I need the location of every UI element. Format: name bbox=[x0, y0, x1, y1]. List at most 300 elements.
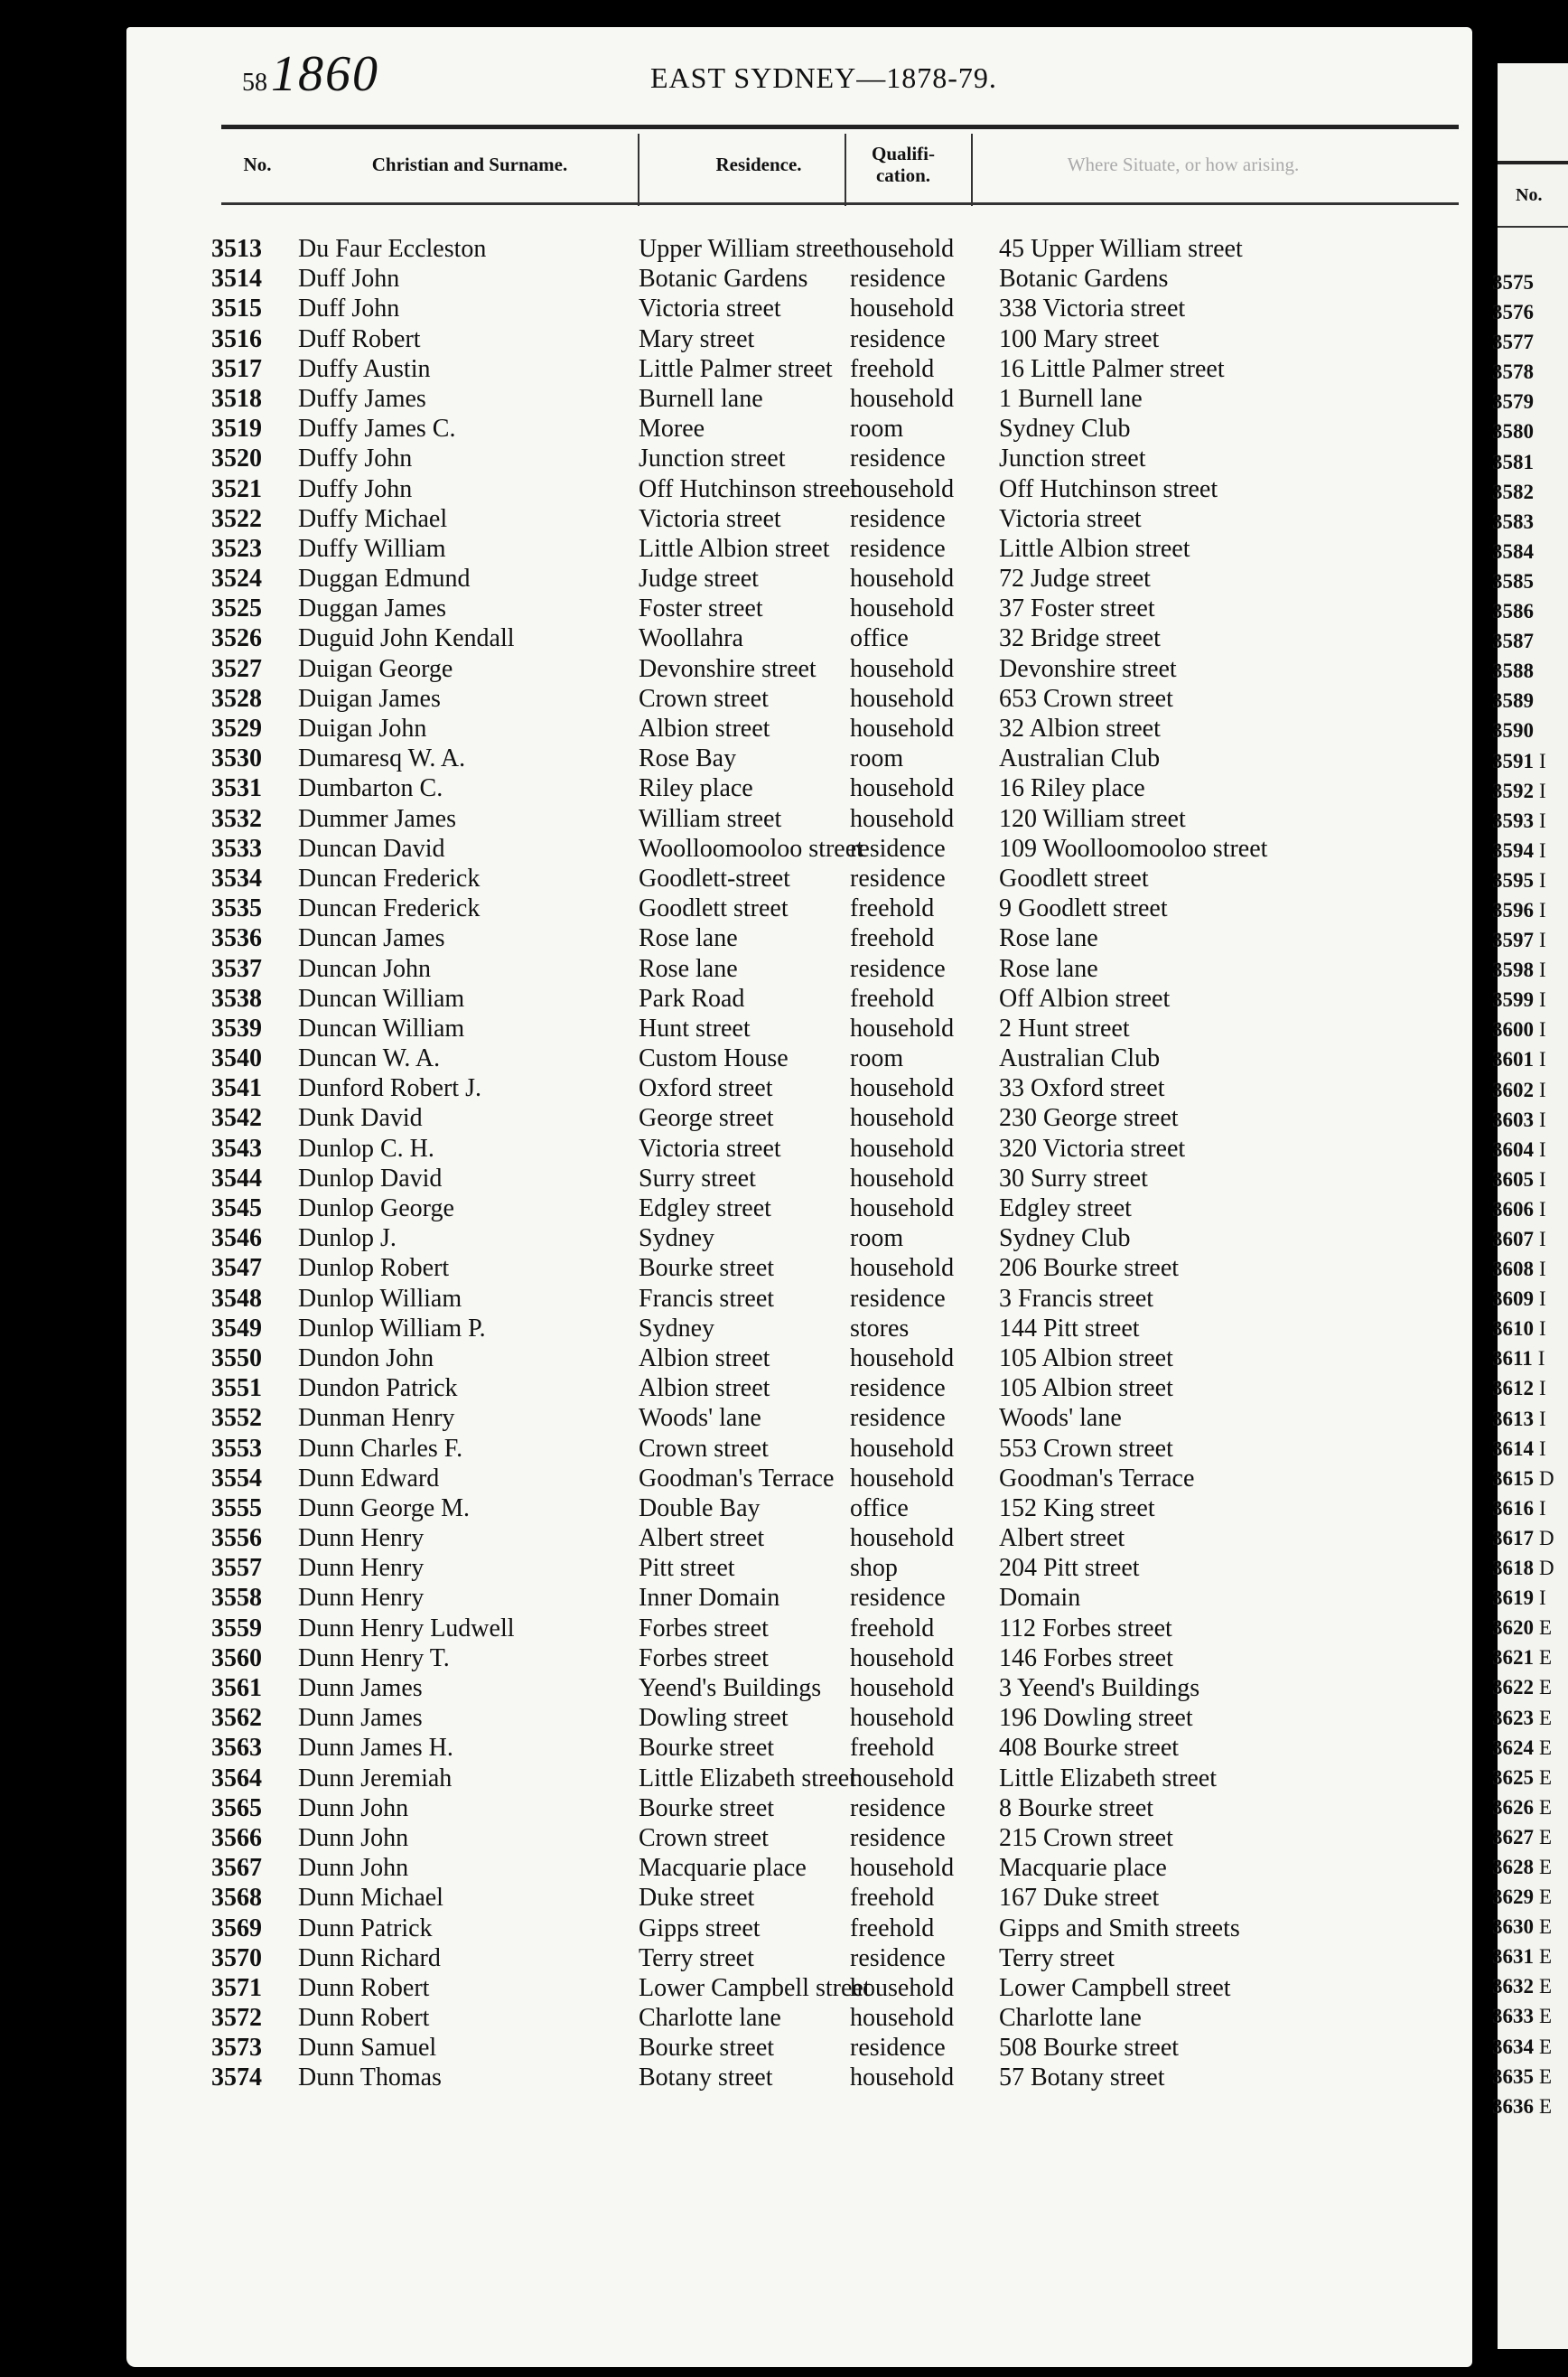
entry-name: Dunn Charles F. bbox=[298, 1434, 463, 1463]
adjacent-row bbox=[1492, 1527, 1554, 1557]
entry-where: Off Hutchinson street bbox=[999, 474, 1218, 503]
entry-where: Woods' lane bbox=[999, 1404, 1122, 1433]
entry-residence: Park Road bbox=[639, 984, 745, 1013]
entry-qualification: household bbox=[850, 1524, 955, 1553]
adjacent-entry-number: 3594 bbox=[1492, 838, 1534, 862]
entry-name: Dunn Robert bbox=[298, 1973, 430, 2002]
adjacent-entry-initial: E bbox=[1539, 1886, 1553, 1909]
adjacent-entry-number: 3616 bbox=[1492, 1496, 1534, 1520]
adjacent-row bbox=[1492, 1557, 1554, 1586]
adjacent-row bbox=[1492, 750, 1554, 780]
entry-residence: Botany street bbox=[639, 2063, 773, 2092]
adjacent-row bbox=[1492, 1826, 1554, 1856]
entry-where: 408 Bourke street bbox=[999, 1734, 1180, 1763]
entry-residence: Rose lane bbox=[639, 954, 738, 983]
entry-name: Dunn Edward bbox=[298, 1464, 440, 1493]
adjacent-row bbox=[1492, 570, 1554, 600]
adjacent-column-header-no: No. bbox=[1516, 185, 1543, 205]
entry-qualification: freehold bbox=[850, 1734, 935, 1763]
adjacent-row bbox=[1492, 809, 1554, 839]
adjacent-entry-initial: E bbox=[1539, 1945, 1553, 1969]
entry-number: 3554 bbox=[211, 1464, 262, 1493]
entry-residence: Rose lane bbox=[639, 924, 738, 953]
adjacent-entry-number: 3632 bbox=[1492, 1975, 1534, 1998]
adjacent-entry-number: 3624 bbox=[1492, 1736, 1534, 1759]
entry-name: Dunlop Robert bbox=[298, 1254, 450, 1283]
entry-name: Duffy James C. bbox=[298, 415, 456, 444]
adjacent-entry-number: 3582 bbox=[1492, 480, 1534, 503]
entry-name: Dunn George M. bbox=[298, 1493, 471, 1522]
entry-qualification: household bbox=[850, 2004, 955, 2033]
adjacent-entry-number: 3629 bbox=[1492, 1886, 1534, 1909]
entry-number: 3535 bbox=[211, 894, 262, 923]
adjacent-entry-initial: E bbox=[1539, 2005, 1553, 2028]
entry-name: Duggan Edmund bbox=[298, 565, 471, 594]
entry-number: 3565 bbox=[211, 1793, 262, 1822]
year-stamp: 1860 bbox=[271, 46, 379, 102]
adjacent-row bbox=[1492, 331, 1554, 360]
adjacent-entry-initial: E bbox=[1539, 2064, 1553, 2088]
entry-qualification: residence bbox=[850, 2034, 946, 2063]
entry-qualification: residence bbox=[850, 1823, 946, 1852]
adjacent-entry-number: 3636 bbox=[1492, 2094, 1534, 2118]
adjacent-row bbox=[1492, 1437, 1554, 1467]
adjacent-row bbox=[1492, 451, 1554, 481]
entry-name: Dunman Henry bbox=[298, 1404, 455, 1433]
entry-number: 3572 bbox=[211, 2004, 262, 2033]
adjacent-entry-initial: E bbox=[1539, 1795, 1553, 1819]
entry-qualification: freehold bbox=[850, 984, 935, 1013]
entry-where: 230 George street bbox=[999, 1104, 1179, 1133]
entry-name: Dumbarton C. bbox=[298, 774, 443, 803]
entry-residence: Burnell lane bbox=[639, 384, 763, 413]
entry-name: Dunn John bbox=[298, 1823, 409, 1852]
entry-number: 3547 bbox=[211, 1254, 262, 1283]
adjacent-entry-number: 3583 bbox=[1492, 510, 1534, 533]
adjacent-row bbox=[1492, 1377, 1554, 1407]
entry-where: 9 Goodlett street bbox=[999, 894, 1168, 923]
adjacent-row bbox=[1492, 660, 1554, 689]
adjacent-entry-number: 3592 bbox=[1492, 779, 1534, 802]
entry-where: 144 Pitt street bbox=[999, 1314, 1140, 1343]
adjacent-entry-number: 3617 bbox=[1492, 1526, 1534, 1549]
entry-residence: Albion street bbox=[639, 1343, 770, 1372]
adjacent-row bbox=[1492, 719, 1554, 749]
entry-qualification: room bbox=[850, 744, 904, 773]
entry-name: Duncan Frederick bbox=[298, 894, 481, 923]
adjacent-entry-initial: I bbox=[1539, 1197, 1546, 1221]
entry-residence: Dowling street bbox=[639, 1704, 789, 1733]
entry-where: Domain bbox=[999, 1584, 1081, 1613]
adjacent-entry-initial: I bbox=[1539, 868, 1546, 892]
adjacent-entry-initial: I bbox=[1539, 1436, 1546, 1460]
column-header-no: No. bbox=[243, 154, 272, 175]
entry-residence: Little Albion street bbox=[639, 534, 830, 563]
entry-qualification: residence bbox=[850, 1943, 946, 1972]
adjacent-row bbox=[1492, 869, 1554, 899]
entry-where: 167 Duke street bbox=[999, 1884, 1160, 1913]
entry-residence: Woollahra bbox=[639, 624, 743, 653]
entry-residence: Pitt street bbox=[639, 1554, 735, 1583]
entry-name: Dunn Richard bbox=[298, 1943, 441, 1972]
entry-where: 72 Judge street bbox=[999, 565, 1151, 594]
entry-qualification: household bbox=[850, 774, 955, 803]
entry-where: Victoria street bbox=[999, 504, 1142, 533]
entry-qualification: residence bbox=[850, 864, 946, 893]
entry-where: Lower Campbell street bbox=[999, 1973, 1231, 2002]
adjacent-entry-initial: I bbox=[1539, 1108, 1546, 1131]
entry-where: Little Albion street bbox=[999, 534, 1190, 563]
adjacent-entry-number: 3579 bbox=[1492, 390, 1534, 414]
entry-where: 3 Yeend's Buildings bbox=[999, 1674, 1200, 1702]
entry-number: 3560 bbox=[211, 1643, 262, 1672]
entry-where: 37 Foster street bbox=[999, 594, 1155, 623]
adjacent-entry-initial: I bbox=[1539, 838, 1546, 862]
entry-number: 3552 bbox=[211, 1404, 262, 1433]
entry-name: Dunk David bbox=[298, 1104, 423, 1133]
adjacent-entry-number: 3607 bbox=[1492, 1228, 1534, 1250]
adjacent-row bbox=[1492, 1586, 1554, 1616]
adjacent-row bbox=[1492, 1736, 1554, 1766]
entry-where: Australian Club bbox=[999, 1044, 1161, 1073]
adjacent-row bbox=[1492, 929, 1554, 959]
page-number: 58 bbox=[242, 69, 267, 97]
adjacent-entry-number: 3584 bbox=[1492, 539, 1534, 563]
adjacent-entry-number: 3587 bbox=[1492, 630, 1534, 653]
entry-qualification: household bbox=[850, 235, 955, 263]
entry-residence: Mary street bbox=[639, 324, 755, 353]
header-rule-top bbox=[221, 125, 1459, 129]
adjacent-entry-initial: D bbox=[1539, 1557, 1554, 1580]
adjacent-entry-number: 3612 bbox=[1492, 1377, 1534, 1400]
entry-name: Dumaresq W. A. bbox=[298, 744, 466, 773]
entry-where: Macquarie place bbox=[999, 1854, 1167, 1883]
adjacent-entry-number: 3596 bbox=[1492, 898, 1534, 922]
adjacent-row bbox=[1492, 1975, 1554, 2005]
entry-name: Duncan Frederick bbox=[298, 864, 481, 893]
entry-number: 3534 bbox=[211, 864, 262, 893]
adjacent-row bbox=[1492, 540, 1554, 570]
entry-residence: Foster street bbox=[639, 594, 763, 623]
adjacent-entry-number: 3634 bbox=[1492, 2035, 1534, 2058]
entry-number: 3569 bbox=[211, 1914, 262, 1942]
adjacent-entry-initial: I bbox=[1539, 1018, 1546, 1042]
entry-qualification: residence bbox=[850, 324, 946, 353]
entry-where: Australian Club bbox=[999, 744, 1161, 773]
entry-number: 3574 bbox=[211, 2063, 262, 2092]
entry-qualification: room bbox=[850, 1044, 904, 1073]
adjacent-entry-number: 3598 bbox=[1492, 959, 1534, 982]
entry-where: Gipps and Smith streets bbox=[999, 1914, 1240, 1942]
entry-where: 112 Forbes street bbox=[999, 1614, 1172, 1642]
entry-where: Sydney Club bbox=[999, 415, 1131, 444]
adjacent-entry-initial: E bbox=[1539, 1915, 1553, 1939]
entry-residence: Upper William street bbox=[639, 235, 851, 263]
entry-number: 3537 bbox=[211, 954, 262, 983]
entry-where: Edgley street bbox=[999, 1194, 1132, 1222]
entry-qualification: household bbox=[850, 804, 955, 833]
adjacent-row bbox=[1492, 2005, 1554, 2035]
adjacent-entry-number: 3588 bbox=[1492, 660, 1534, 683]
entry-name: Dunn John bbox=[298, 1854, 409, 1883]
entry-number: 3531 bbox=[211, 774, 262, 803]
entry-number: 3518 bbox=[211, 384, 262, 413]
entry-name: Duffy Austin bbox=[298, 354, 431, 383]
entry-where: Devonshire street bbox=[999, 654, 1177, 683]
adjacent-row bbox=[1492, 510, 1554, 540]
entry-residence: Crown street bbox=[639, 1823, 769, 1852]
adjacent-row bbox=[1492, 1258, 1554, 1287]
adjacent-entry-number: 3610 bbox=[1492, 1317, 1534, 1341]
entry-where: 653 Crown street bbox=[999, 684, 1173, 713]
entry-residence: Crown street bbox=[639, 684, 769, 713]
entry-name: Duffy John bbox=[298, 474, 413, 503]
entry-where: 553 Crown street bbox=[999, 1434, 1173, 1463]
adjacent-entry-number: 3633 bbox=[1492, 2005, 1534, 2028]
adjacent-entry-number: 3595 bbox=[1492, 868, 1534, 892]
adjacent-entry-number: 3631 bbox=[1492, 1945, 1534, 1969]
adjacent-entry-number: 3621 bbox=[1492, 1646, 1534, 1670]
entry-number: 3519 bbox=[211, 415, 262, 444]
adjacent-row bbox=[1492, 1856, 1554, 1886]
adjacent-entry-initial: D bbox=[1539, 1466, 1554, 1490]
adjacent-entry-number: 3589 bbox=[1492, 689, 1534, 713]
entry-residence: Forbes street bbox=[639, 1643, 769, 1672]
entry-qualification: office bbox=[850, 624, 909, 653]
entry-qualification: residence bbox=[850, 954, 946, 983]
entry-number: 3567 bbox=[211, 1854, 262, 1883]
adjacent-row bbox=[1492, 1317, 1554, 1347]
entry-qualification: household bbox=[850, 594, 955, 623]
adjacent-entry-number: 3585 bbox=[1492, 569, 1534, 593]
entry-number: 3541 bbox=[211, 1074, 262, 1103]
adjacent-entry-number: 3578 bbox=[1492, 360, 1534, 384]
adjacent-entry-number: 3575 bbox=[1492, 271, 1534, 294]
entry-qualification: household bbox=[850, 1343, 955, 1372]
entry-name: Duffy Michael bbox=[298, 504, 448, 533]
entry-where: 204 Pitt street bbox=[999, 1554, 1140, 1583]
entry-residence: Francis street bbox=[639, 1284, 775, 1313]
entry-qualification: freehold bbox=[850, 1614, 935, 1642]
adjacent-entry-number: 3597 bbox=[1492, 929, 1534, 952]
adjacent-row bbox=[1492, 1168, 1554, 1198]
entry-residence: Forbes street bbox=[639, 1614, 769, 1642]
adjacent-entry-number: 3630 bbox=[1492, 1915, 1534, 1939]
entry-name: Dunlop J. bbox=[298, 1224, 397, 1253]
adjacent-entry-initial: I bbox=[1539, 1317, 1546, 1341]
entry-where: 206 Bourke street bbox=[999, 1254, 1180, 1283]
entry-name: Duff Robert bbox=[298, 324, 421, 353]
entry-name: Dunn Henry T. bbox=[298, 1643, 450, 1672]
adjacent-entry-initial: I bbox=[1539, 959, 1546, 982]
entry-name: Duffy William bbox=[298, 534, 446, 563]
adjacent-row bbox=[1492, 1766, 1554, 1796]
entry-where: 16 Little Palmer street bbox=[999, 354, 1225, 383]
adjacent-row bbox=[1492, 481, 1554, 510]
entry-number: 3545 bbox=[211, 1194, 262, 1222]
entry-number: 3528 bbox=[211, 684, 262, 713]
entry-qualification: household bbox=[850, 1704, 955, 1733]
entry-residence: Devonshire street bbox=[639, 654, 817, 683]
adjacent-entry-number: 3600 bbox=[1492, 1018, 1534, 1042]
entry-residence: Victoria street bbox=[639, 504, 781, 533]
adjacent-row bbox=[1492, 390, 1554, 420]
adjacent-entry-number: 3627 bbox=[1492, 1825, 1534, 1848]
adjacent-row bbox=[1492, 1228, 1554, 1258]
entry-name: Duncan William bbox=[298, 984, 465, 1013]
entry-where: 3 Francis street bbox=[999, 1284, 1154, 1313]
entry-number: 3544 bbox=[211, 1164, 262, 1193]
adjacent-row bbox=[1492, 988, 1554, 1018]
entry-qualification: household bbox=[850, 1464, 955, 1493]
adjacent-row bbox=[1492, 1138, 1554, 1168]
entry-where: 45 Upper William street bbox=[999, 235, 1243, 263]
page-folio bbox=[242, 45, 379, 103]
column-divider bbox=[845, 134, 846, 206]
adjacent-entry-initial: I bbox=[1537, 1347, 1545, 1371]
entry-name: Duncan James bbox=[298, 924, 445, 953]
entry-residence: Charlotte lane bbox=[639, 2004, 781, 2033]
column-divider bbox=[638, 134, 639, 206]
entry-name: Duff John bbox=[298, 265, 400, 294]
adjacent-row bbox=[1492, 2035, 1554, 2065]
entry-number: 3563 bbox=[211, 1734, 262, 1763]
adjacent-row bbox=[1492, 1287, 1554, 1317]
adjacent-entry-initial: I bbox=[1539, 988, 1546, 1012]
entry-name: Dunn Samuel bbox=[298, 2034, 437, 2063]
adjacent-entry-initial: E bbox=[1539, 1706, 1553, 1729]
entry-residence: Sydney bbox=[639, 1224, 714, 1253]
entry-residence: Goodlett street bbox=[639, 894, 789, 923]
adjacent-row bbox=[1492, 1676, 1554, 1706]
entry-qualification: household bbox=[850, 715, 955, 743]
entry-qualification: household bbox=[850, 1674, 955, 1702]
entry-where: 105 Albion street bbox=[999, 1343, 1173, 1372]
adjacent-entry-initial: E bbox=[1539, 1646, 1553, 1670]
column-header-where: Where Situate, or how arising. bbox=[1067, 154, 1300, 175]
entry-residence: Albion street bbox=[639, 715, 770, 743]
entry-where: 109 Woolloomooloo street bbox=[999, 834, 1268, 863]
adjacent-row bbox=[1492, 1646, 1554, 1676]
entry-residence: Inner Domain bbox=[639, 1584, 780, 1613]
entry-where: Off Albion street bbox=[999, 984, 1171, 1013]
entry-name: Duigan George bbox=[298, 654, 453, 683]
adjacent-row bbox=[1492, 301, 1554, 331]
entry-number: 3562 bbox=[211, 1704, 262, 1733]
entry-residence: Macquarie place bbox=[639, 1854, 807, 1883]
entry-name: Dunn Henry bbox=[298, 1554, 425, 1583]
column-header-residence: Residence. bbox=[715, 154, 802, 175]
entry-qualification: household bbox=[850, 1973, 955, 2002]
adjacent-row bbox=[1492, 360, 1554, 390]
entry-qualification: office bbox=[850, 1493, 909, 1522]
entry-residence: Lower Campbell street bbox=[639, 1973, 871, 2002]
adjacent-entry-initial: E bbox=[1539, 2094, 1553, 2118]
entry-qualification: household bbox=[850, 295, 955, 323]
entry-number: 3573 bbox=[211, 2034, 262, 2063]
entry-where: 8 Bourke street bbox=[999, 1793, 1154, 1822]
entry-qualification: household bbox=[850, 1764, 955, 1792]
register-page bbox=[126, 27, 1472, 2367]
entry-name: Dunn Henry bbox=[298, 1524, 425, 1553]
entry-qualification: residence bbox=[850, 1584, 946, 1613]
entry-number: 3556 bbox=[211, 1524, 262, 1553]
entry-number: 3525 bbox=[211, 594, 262, 623]
adjacent-entry-initial: I bbox=[1539, 1287, 1546, 1311]
entry-where: Junction street bbox=[999, 445, 1146, 473]
adjacent-entry-initial: I bbox=[1539, 1377, 1546, 1400]
entry-number: 3550 bbox=[211, 1343, 262, 1372]
adjacent-row bbox=[1492, 1497, 1554, 1527]
adjacent-entry-initial: I bbox=[1539, 1137, 1546, 1161]
adjacent-entry-initial: E bbox=[1539, 1855, 1553, 1878]
entry-name: Duguid John Kendall bbox=[298, 624, 515, 653]
page-title: EAST SYDNEY—1878-79. bbox=[650, 61, 997, 94]
adjacent-row bbox=[1492, 2065, 1554, 2095]
entry-where: 57 Botany street bbox=[999, 2063, 1165, 2092]
entry-qualification: household bbox=[850, 1194, 955, 1222]
entry-qualification: stores bbox=[850, 1314, 910, 1343]
adjacent-row bbox=[1492, 839, 1554, 869]
entry-name: Duncan William bbox=[298, 1014, 465, 1043]
entry-number: 3568 bbox=[211, 1884, 262, 1913]
entry-qualification: freehold bbox=[850, 1884, 935, 1913]
entry-residence: Bourke street bbox=[639, 1793, 775, 1822]
header-rule-bottom bbox=[221, 202, 1459, 205]
entry-qualification: household bbox=[850, 654, 955, 683]
adjacent-row bbox=[1492, 1347, 1554, 1377]
entry-where: 100 Mary street bbox=[999, 324, 1160, 353]
entry-qualification: household bbox=[850, 1014, 955, 1043]
entry-number: 3557 bbox=[211, 1554, 262, 1583]
entry-where: 338 Victoria street bbox=[999, 295, 1186, 323]
entry-where: Goodlett street bbox=[999, 864, 1149, 893]
entry-residence: Victoria street bbox=[639, 1134, 781, 1163]
adjacent-entry-initial: E bbox=[1539, 2035, 1553, 2058]
entry-residence: Terry street bbox=[639, 1943, 754, 1972]
entry-number: 3546 bbox=[211, 1224, 262, 1253]
entry-residence: Duke street bbox=[639, 1884, 755, 1913]
adjacent-row bbox=[1492, 1886, 1554, 1915]
entry-where: 2 Hunt street bbox=[999, 1014, 1130, 1043]
entry-number: 3538 bbox=[211, 984, 262, 1013]
adjacent-entry-number: 3591 bbox=[1492, 749, 1534, 772]
adjacent-row bbox=[1492, 899, 1554, 929]
adjacent-row bbox=[1492, 600, 1554, 630]
entry-number: 3571 bbox=[211, 1973, 262, 2002]
adjacent-entry-number: 3601 bbox=[1492, 1048, 1534, 1072]
adjacent-entry-initial: I bbox=[1539, 1586, 1546, 1610]
adjacent-entry-number: 3590 bbox=[1492, 719, 1534, 743]
entry-number: 3514 bbox=[211, 265, 262, 294]
adjacent-entry-initial: E bbox=[1539, 1765, 1553, 1789]
entry-where: Terry street bbox=[999, 1943, 1115, 1972]
column-divider bbox=[971, 134, 973, 206]
entry-number: 3555 bbox=[211, 1493, 262, 1522]
adjacent-entry-number: 3599 bbox=[1492, 988, 1534, 1012]
entry-name: Dunn Robert bbox=[298, 2004, 430, 2033]
adjacent-header-rule-bottom bbox=[1498, 226, 1568, 228]
entry-number: 3559 bbox=[211, 1614, 262, 1642]
adjacent-entry-number: 3586 bbox=[1492, 600, 1534, 623]
entry-where: Goodman's Terrace bbox=[999, 1464, 1195, 1493]
entry-number: 3543 bbox=[211, 1134, 262, 1163]
entry-number: 3561 bbox=[211, 1674, 262, 1702]
entry-residence: Moree bbox=[639, 415, 705, 444]
entry-residence: Bourke street bbox=[639, 2034, 775, 2063]
adjacent-row bbox=[1492, 1048, 1554, 1078]
entry-residence: Little Elizabeth street bbox=[639, 1764, 857, 1792]
